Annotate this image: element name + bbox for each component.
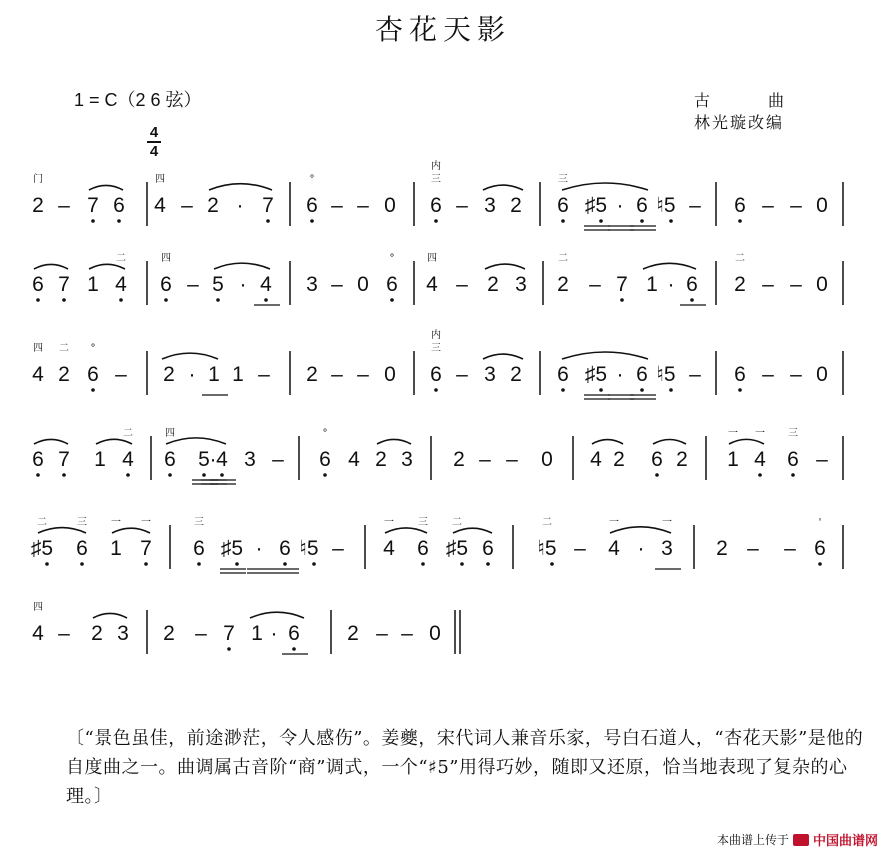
- low-octave-dot: [227, 647, 231, 651]
- fingering-mark: 一: [111, 517, 121, 528]
- site-logo-icon[interactable]: [793, 834, 809, 846]
- slur: [453, 528, 492, 533]
- note-2-24: 6: [636, 363, 648, 386]
- note-3-27: 1: [727, 448, 739, 471]
- note-4-14: ♯5: [445, 537, 469, 560]
- credit-origin: 古曲: [694, 91, 843, 110]
- note-3-25: 2: [676, 448, 688, 471]
- slur: [729, 439, 764, 444]
- slur: [93, 613, 127, 618]
- note-4-24: –: [747, 537, 759, 560]
- note-0-0: 2: [32, 194, 44, 217]
- note-5-7: 7: [223, 622, 235, 645]
- note-1-2: 1: [87, 273, 99, 296]
- note-1-22: –: [589, 273, 601, 296]
- low-octave-dot: [561, 388, 565, 392]
- note-3-17: 2: [453, 448, 465, 471]
- fingering-mark: 内: [431, 330, 441, 341]
- note-0-21: 6: [557, 194, 569, 217]
- note-0-28: 6: [734, 194, 746, 217]
- slur: [214, 263, 270, 269]
- note-1-0: 6: [32, 273, 44, 296]
- note-0-9: 7: [262, 194, 274, 217]
- note-4-10: –: [332, 537, 344, 560]
- low-octave-dot: [690, 298, 694, 302]
- low-octave-dot: [655, 473, 659, 477]
- time-signature-top: 4: [149, 124, 159, 141]
- low-octave-dot: [62, 298, 66, 302]
- program-note: 〔“景色虽佳，前途渺茫，令人感伤”。姜夔，宋代词人兼音乐家，号白石道人，“杏花天影”是他的自度曲之一。曲调属古音阶“商”调式，一个“♯5”用得巧妙，随即又还原，恰当地表现了复杂的心理。〕: [66, 728, 864, 807]
- low-octave-dot: [45, 562, 49, 566]
- note-0-23: ·: [616, 194, 624, 217]
- note-0-18: 3: [484, 194, 496, 217]
- note-3-6: 5: [198, 448, 210, 471]
- note-1-24: 1: [646, 273, 658, 296]
- note-3-5: 6: [164, 448, 176, 471]
- note-5-6: –: [195, 622, 207, 645]
- score-title: 杏花天影: [374, 13, 511, 46]
- note-4-15: 6: [482, 537, 494, 560]
- note-2-17: –: [456, 363, 468, 386]
- fingering-mark: 一: [728, 428, 738, 439]
- low-octave-dot: [640, 388, 644, 392]
- note-3-28: 4: [754, 448, 766, 471]
- fingering-mark: 一: [755, 428, 765, 439]
- note-1-29: –: [762, 273, 774, 296]
- note-0-30: –: [790, 194, 802, 217]
- note-3-14: 2: [375, 448, 387, 471]
- note-5-9: ·: [270, 622, 278, 645]
- note-5-2: 2: [91, 622, 103, 645]
- low-octave-dot: [292, 647, 296, 651]
- note-1-25: ·: [667, 273, 675, 296]
- time-signature-bottom: 4: [149, 143, 159, 160]
- note-2-21: 6: [557, 363, 569, 386]
- note-3-24: 6: [651, 448, 663, 471]
- fingering-mark: 二: [735, 253, 745, 264]
- note-0-11: 6: [306, 194, 318, 217]
- note-2-14: 0: [384, 363, 396, 386]
- note-2-25: ♮5: [656, 363, 676, 386]
- note-2-23: ·: [616, 363, 624, 386]
- fingering-mark: 二: [558, 253, 568, 264]
- note-2-7: 1: [208, 363, 220, 386]
- slur: [483, 354, 523, 359]
- note-2-18: 3: [484, 363, 496, 386]
- note-4-6: ♯5: [220, 537, 244, 560]
- slur: [653, 440, 686, 445]
- note-4-26: 6: [814, 537, 826, 560]
- fingering-mark: °: [322, 428, 328, 439]
- note-0-5: 4: [154, 194, 166, 217]
- note-0-19: 2: [510, 194, 522, 217]
- low-octave-dot: [323, 473, 327, 477]
- note-4-18: –: [574, 537, 586, 560]
- note-4-17: ♮5: [537, 537, 557, 560]
- note-1-14: 6: [386, 273, 398, 296]
- note-1-8: ·: [239, 273, 247, 296]
- note-2-26: –: [689, 363, 701, 386]
- slur: [38, 528, 86, 533]
- fingering-mark: °: [389, 253, 395, 264]
- note-2-12: –: [331, 363, 343, 386]
- note-0-7: 2: [207, 194, 219, 217]
- low-octave-dot: [738, 388, 742, 392]
- note-2-31: 0: [816, 363, 828, 386]
- low-octave-dot: [310, 219, 314, 223]
- note-1-6: –: [187, 273, 199, 296]
- low-octave-dot: [62, 473, 66, 477]
- note-1-12: –: [331, 273, 343, 296]
- low-octave-dot: [119, 298, 123, 302]
- slur: [89, 185, 123, 190]
- low-octave-dot: [164, 298, 168, 302]
- note-5-10: 6: [288, 622, 300, 645]
- fingering-mark: 三: [194, 517, 204, 528]
- note-2-9: –: [258, 363, 270, 386]
- note-3-22: 4: [590, 448, 602, 471]
- low-octave-dot: [126, 473, 130, 477]
- key-signature: 1 = C（2 6 弦）: [74, 90, 202, 110]
- low-octave-dot: [421, 562, 425, 566]
- note-3-9: 3: [244, 448, 256, 471]
- fingering-mark: 二: [123, 428, 133, 439]
- fingering-mark: 四: [155, 174, 165, 185]
- fingering-mark: °: [309, 174, 315, 185]
- slur: [34, 439, 68, 444]
- fingering-mark: 四: [165, 428, 175, 439]
- fingering-mark: ': [818, 517, 822, 528]
- fingering-mark: 内: [431, 161, 441, 172]
- slur: [250, 612, 304, 618]
- fingering-mark: 一: [384, 517, 394, 528]
- note-3-12: 6: [319, 448, 331, 471]
- fingering-mark: 三: [558, 174, 568, 185]
- note-1-11: 3: [306, 273, 318, 296]
- note-4-3: 7: [140, 537, 152, 560]
- note-4-21: 3: [661, 537, 673, 560]
- fingering-mark: 三: [788, 428, 798, 439]
- note-2-30: –: [790, 363, 802, 386]
- note-3-2: 1: [94, 448, 106, 471]
- note-1-28: 2: [734, 273, 746, 296]
- fingering-mark: 一: [609, 517, 619, 528]
- low-octave-dot: [91, 388, 95, 392]
- note-5-3: 3: [117, 622, 129, 645]
- note-2-5: 2: [163, 363, 175, 386]
- note-1-26: 6: [686, 273, 698, 296]
- credit-arranger: 林光璇改编: [694, 113, 785, 132]
- note-2-19: 2: [510, 363, 522, 386]
- note-2-28: 6: [734, 363, 746, 386]
- fingering-mark: 二: [542, 517, 552, 528]
- note-5-14: –: [401, 622, 413, 645]
- note-1-7: 5: [212, 273, 224, 296]
- upload-footer: [717, 830, 878, 849]
- fingering-mark: 四: [161, 253, 171, 264]
- note-1-16: 4: [426, 273, 438, 296]
- note-5-13: –: [376, 622, 388, 645]
- note-0-26: –: [689, 194, 701, 217]
- note-0-29: –: [762, 194, 774, 217]
- low-octave-dot: [561, 219, 565, 223]
- low-octave-dot: [220, 473, 224, 477]
- note-0-14: 0: [384, 194, 396, 217]
- low-octave-dot: [434, 388, 438, 392]
- note-3-30: –: [816, 448, 828, 471]
- note-4-12: 4: [383, 537, 395, 560]
- fingering-mark: °: [90, 343, 96, 354]
- footer-text: 本曲谱上传于: [716, 833, 789, 847]
- slur: [483, 185, 523, 190]
- note-4-23: 2: [716, 537, 728, 560]
- note-0-2: 7: [87, 194, 99, 217]
- low-octave-dot: [264, 298, 268, 302]
- low-octave-dot: [599, 388, 603, 392]
- low-octave-dot: [91, 219, 95, 223]
- note-2-6: ·: [188, 363, 196, 386]
- note-4-5: 6: [193, 537, 205, 560]
- fingering-mark: 一: [662, 517, 672, 528]
- note-3-29: 6: [787, 448, 799, 471]
- note-1-30: –: [790, 273, 802, 296]
- low-octave-dot: [266, 219, 270, 223]
- note-5-1: –: [58, 622, 70, 645]
- low-octave-dot: [758, 473, 762, 477]
- note-4-2: 1: [110, 537, 122, 560]
- low-octave-dot: [312, 562, 316, 566]
- note-1-1: 7: [58, 273, 70, 296]
- slur: [34, 264, 68, 269]
- footer-brand[interactable]: 中国曲谱网: [812, 834, 878, 849]
- low-octave-dot: [390, 298, 394, 302]
- note-2-8: 1: [232, 363, 244, 386]
- slur: [209, 184, 272, 190]
- low-octave-dot: [36, 298, 40, 302]
- fingering-mark: 二: [59, 343, 69, 354]
- slur: [112, 528, 150, 533]
- slur: [562, 183, 648, 190]
- fingering-mark: 门: [33, 174, 43, 185]
- note-3-7: ·: [209, 448, 217, 471]
- low-octave-dot: [434, 219, 438, 223]
- low-octave-dot: [599, 219, 603, 223]
- slur: [385, 528, 427, 533]
- note-3-20: 0: [541, 448, 553, 471]
- note-0-16: 6: [430, 194, 442, 217]
- note-3-18: –: [479, 448, 491, 471]
- note-1-13: 0: [357, 273, 369, 296]
- slur: [166, 438, 226, 444]
- note-4-1: 6: [76, 537, 88, 560]
- low-octave-dot: [460, 562, 464, 566]
- low-octave-dot: [36, 473, 40, 477]
- note-2-2: 6: [87, 363, 99, 386]
- note-1-21: 2: [557, 273, 569, 296]
- low-octave-dot: [117, 219, 121, 223]
- fingering-mark: 三: [431, 343, 441, 354]
- fingering-mark: 三: [431, 174, 441, 185]
- low-octave-dot: [486, 562, 490, 566]
- note-2-29: –: [762, 363, 774, 386]
- low-octave-dot: [791, 473, 795, 477]
- fingering-mark: 二: [116, 253, 126, 264]
- low-octave-dot: [818, 562, 822, 566]
- note-0-6: –: [181, 194, 193, 217]
- note-4-9: ♮5: [299, 537, 319, 560]
- note-3-3: 4: [122, 448, 134, 471]
- note-0-22: ♯5: [584, 194, 608, 217]
- note-0-1: –: [58, 194, 70, 217]
- note-3-0: 6: [32, 448, 44, 471]
- note-0-12: –: [331, 194, 343, 217]
- low-octave-dot: [550, 562, 554, 566]
- note-2-3: –: [115, 363, 127, 386]
- low-octave-dot: [738, 219, 742, 223]
- slur: [96, 439, 132, 444]
- low-octave-dot: [669, 219, 673, 223]
- fingering-mark: 四: [33, 343, 43, 354]
- note-0-17: –: [456, 194, 468, 217]
- note-2-11: 2: [306, 363, 318, 386]
- low-octave-dot: [80, 562, 84, 566]
- low-octave-dot: [620, 298, 624, 302]
- low-octave-dot: [669, 388, 673, 392]
- note-1-31: 0: [816, 273, 828, 296]
- fingering-mark: 四: [33, 602, 43, 613]
- low-octave-dot: [235, 562, 239, 566]
- low-octave-dot: [144, 562, 148, 566]
- slur: [485, 264, 525, 269]
- low-octave-dot: [168, 473, 172, 477]
- slur: [562, 352, 648, 359]
- note-0-25: ♮5: [656, 194, 676, 217]
- low-octave-dot: [197, 562, 201, 566]
- note-1-9: 4: [260, 273, 272, 296]
- slur: [643, 263, 696, 269]
- note-0-24: 6: [636, 194, 648, 217]
- note-3-1: 7: [58, 448, 70, 471]
- note-3-19: –: [506, 448, 518, 471]
- note-5-12: 2: [347, 622, 359, 645]
- fingering-mark: 三: [418, 517, 428, 528]
- note-1-23: 7: [616, 273, 628, 296]
- note-4-25: –: [784, 537, 796, 560]
- slur: [377, 439, 411, 444]
- note-5-15: 0: [429, 622, 441, 645]
- slur: [89, 264, 125, 269]
- note-4-7: ·: [255, 537, 263, 560]
- note-2-1: 2: [58, 363, 70, 386]
- note-2-13: –: [357, 363, 369, 386]
- fingering-mark: 三: [77, 517, 87, 528]
- fingering-mark: 四: [427, 253, 437, 264]
- note-4-13: 6: [417, 537, 429, 560]
- note-3-10: –: [272, 448, 284, 471]
- note-3-13: 4: [348, 448, 360, 471]
- note-5-5: 2: [163, 622, 175, 645]
- note-1-5: 6: [160, 273, 172, 296]
- note-1-3: 4: [115, 273, 127, 296]
- note-3-15: 3: [401, 448, 413, 471]
- fingering-mark: 二: [452, 517, 462, 528]
- note-1-19: 3: [515, 273, 527, 296]
- note-1-17: –: [456, 273, 468, 296]
- note-0-3: 6: [113, 194, 125, 217]
- fingering-mark: 一: [141, 517, 151, 528]
- note-3-23: 2: [613, 448, 625, 471]
- note-4-8: 6: [279, 537, 291, 560]
- slur: [592, 440, 623, 444]
- note-0-31: 0: [816, 194, 828, 217]
- note-3-8: 4: [216, 448, 228, 471]
- note-0-13: –: [357, 194, 369, 217]
- note-5-0: 4: [32, 622, 44, 645]
- note-2-0: 4: [32, 363, 44, 386]
- note-4-20: ·: [637, 537, 645, 560]
- note-0-8: ·: [236, 194, 244, 217]
- low-octave-dot: [202, 473, 206, 477]
- note-5-8: 1: [251, 622, 263, 645]
- note-2-22: ♯5: [584, 363, 608, 386]
- low-octave-dot: [283, 562, 287, 566]
- fingering-mark: 二: [37, 517, 47, 528]
- note-4-0: ♯5: [30, 537, 54, 560]
- low-octave-dot: [640, 219, 644, 223]
- note-1-18: 2: [487, 273, 499, 296]
- slur: [162, 353, 218, 359]
- note-2-16: 6: [430, 363, 442, 386]
- low-octave-dot: [216, 298, 220, 302]
- note-4-19: 4: [608, 537, 620, 560]
